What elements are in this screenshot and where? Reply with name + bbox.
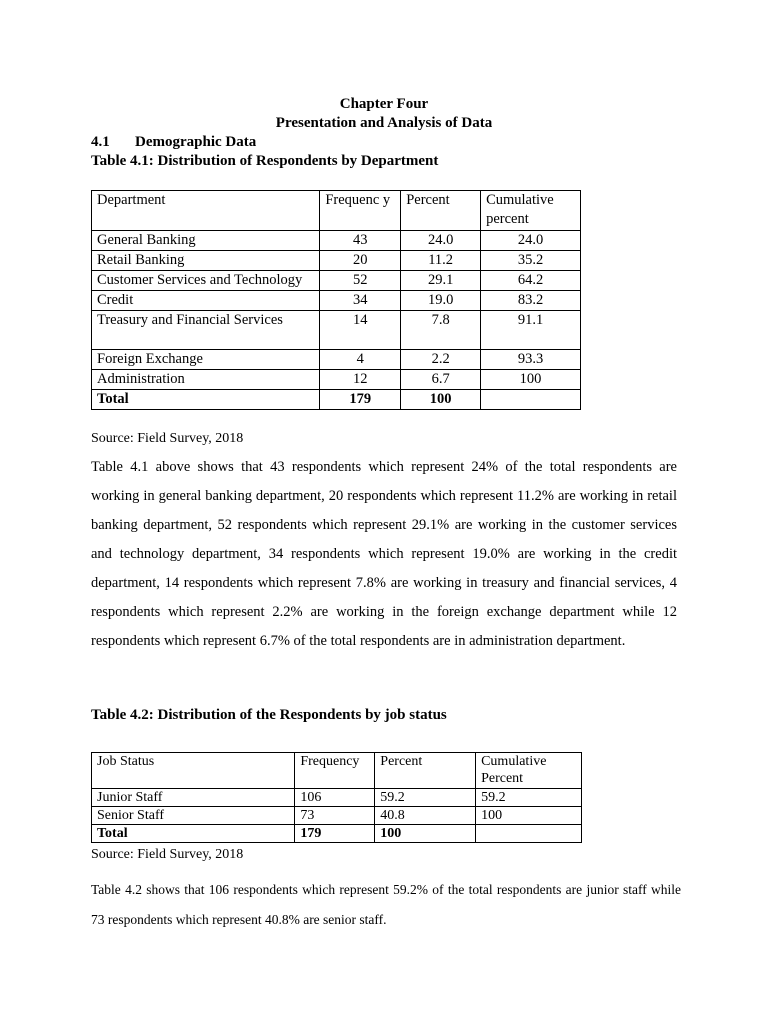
table-total-row — [92, 390, 581, 410]
header-cumulative: Cumulative percent — [481, 191, 581, 231]
cell-department: Customer Services and Technology — [92, 271, 320, 291]
cell-job-status: Senior Staff — [92, 807, 295, 825]
header-frequency: Frequenc y — [320, 191, 401, 231]
table-row — [92, 350, 581, 370]
cell-cumulative: 64.2 — [481, 271, 581, 291]
header-percent: Percent — [375, 753, 476, 789]
paragraph-table-4-2: Table 4.2 shows that 106 respondents which represent 59.2% of the total respondents are junior staff while 73 respondents which represent 40.8% are senior staff. — [91, 882, 681, 927]
table-row — [92, 789, 582, 807]
cell-department: Foreign Exchange — [92, 350, 320, 370]
total-label: Total — [92, 825, 295, 843]
cell-frequency: 73 — [295, 807, 375, 825]
cell-frequency: 34 — [320, 291, 401, 311]
total-label: Total — [92, 390, 320, 410]
header-department: Department — [92, 191, 320, 231]
section-number: 4.1 — [91, 134, 110, 150]
cell-frequency: 4 — [320, 350, 401, 370]
cell-frequency: 52 — [320, 271, 401, 291]
job-status-table — [91, 752, 582, 843]
cell-percent: 40.8 — [375, 807, 476, 825]
table-row — [92, 807, 582, 825]
total-percent: 100 — [401, 390, 481, 410]
cell-cumulative: 91.1 — [481, 311, 581, 350]
paragraph-table-4-1: Table 4.1 above shows that 43 respondents which represent 24% of the total respondents are working in general banking department, 20 respondents which represent 11.2% are working in retail banking department, 52 respondents which represent 29.1% are working in the customer services and technology department, 34 respondents which represent 19.0% are working in the credit department, 14 respondents which represent 7.8% are working in treasury and financial services, 4 respondents which represent 2.2% are working in the foreign exchange department while 12 respondents which represent 6.7% of the total respondents are in administration department. — [91, 459, 677, 649]
cell-frequency: 43 — [320, 231, 401, 251]
cell-frequency: 12 — [320, 370, 401, 390]
cell-percent: 19.0 — [401, 291, 481, 311]
cell-percent: 6.7 — [401, 370, 481, 390]
department-table — [91, 190, 581, 410]
section-title: Demographic Data — [135, 134, 257, 150]
table-header-row — [92, 753, 582, 789]
total-percent: 100 — [375, 825, 476, 843]
cell-cumulative: 93.3 — [481, 350, 581, 370]
cell-department: Retail Banking — [92, 251, 320, 271]
total-frequency: 179 — [295, 825, 375, 843]
total-frequency: 179 — [320, 390, 401, 410]
chapter-title: Presentation and Analysis of Data — [275, 115, 493, 131]
table-row — [92, 291, 581, 311]
table-row — [92, 271, 581, 291]
cell-department: Administration — [92, 370, 320, 390]
cell-frequency: 14 — [320, 311, 401, 350]
cell-percent: 59.2 — [375, 789, 476, 807]
header-percent: Percent — [401, 191, 481, 231]
table-header-row — [92, 191, 581, 231]
cell-department: General Banking — [92, 231, 320, 251]
header-frequency: Frequency — [295, 753, 375, 789]
header-job-status: Job Status — [92, 753, 295, 789]
table-row — [92, 311, 581, 350]
chapter-heading: Chapter Four — [339, 96, 429, 112]
cell-cumulative: 59.2 — [476, 789, 582, 807]
cell-cumulative: 24.0 — [481, 231, 581, 251]
table-4-1-source: Source: Field Survey, 2018 — [91, 431, 244, 446]
total-cumulative — [476, 825, 582, 843]
total-cumulative — [481, 390, 581, 410]
cell-department: Credit — [92, 291, 320, 311]
table-4-2-caption: Table 4.2: Distribution of the Respondents by job status — [91, 707, 447, 723]
cell-percent: 29.1 — [401, 271, 481, 291]
cell-percent: 2.2 — [401, 350, 481, 370]
cell-department: Treasury and Financial Services — [92, 311, 320, 350]
cell-percent: 24.0 — [401, 231, 481, 251]
cell-percent: 11.2 — [401, 251, 481, 271]
cell-job-status: Junior Staff — [92, 789, 295, 807]
header-cumulative: Cumulative Percent — [476, 753, 582, 789]
cell-cumulative: 100 — [476, 807, 582, 825]
cell-cumulative: 100 — [481, 370, 581, 390]
cell-frequency: 106 — [295, 789, 375, 807]
table-4-1-caption: Table 4.1: Distribution of Respondents by Department — [91, 153, 439, 169]
table-4-2-source: Source: Field Survey, 2018 — [91, 847, 244, 862]
cell-cumulative: 35.2 — [481, 251, 581, 271]
table-row — [92, 251, 581, 271]
cell-percent: 7.8 — [401, 311, 481, 350]
cell-frequency: 20 — [320, 251, 401, 271]
table-total-row — [92, 825, 582, 843]
table-row — [92, 370, 581, 390]
table-row — [92, 231, 581, 251]
cell-cumulative: 83.2 — [481, 291, 581, 311]
